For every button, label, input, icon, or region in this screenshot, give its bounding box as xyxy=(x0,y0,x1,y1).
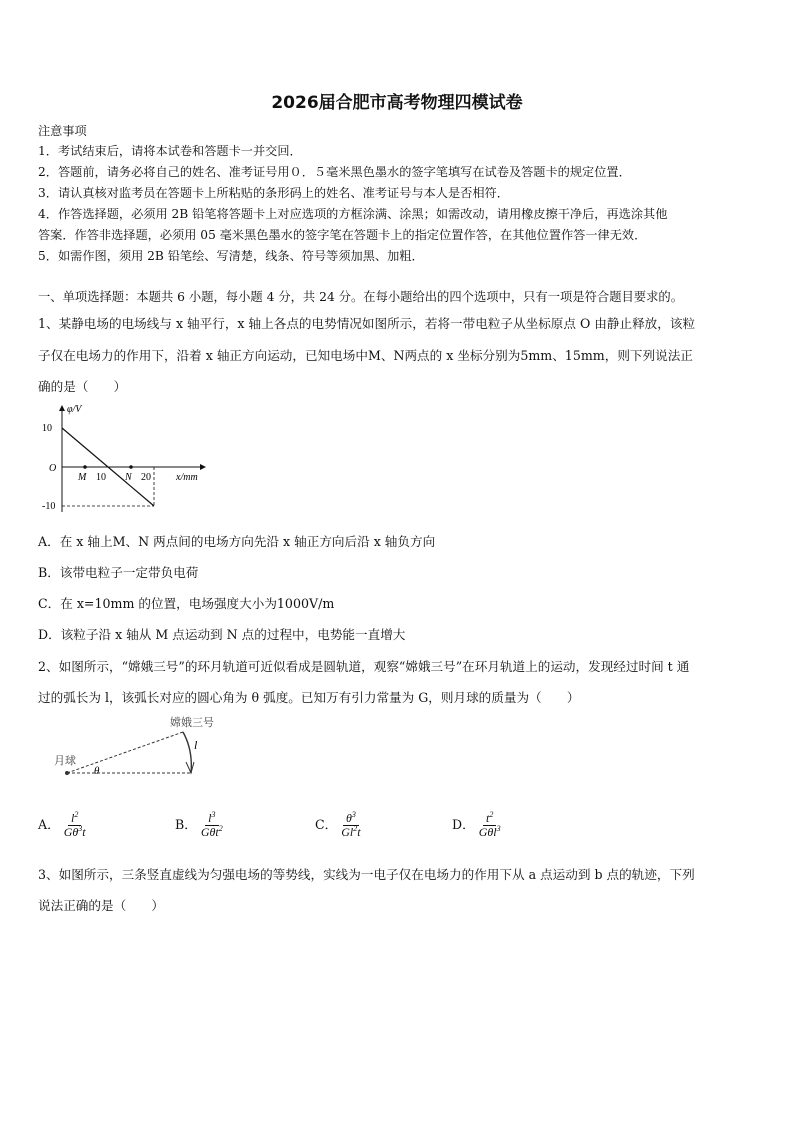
section-heading: 一、单项选择题：本题共 6 小题，每小题 4 分，共 24 分。在每小题给出的四个选项中，只有一项是符合题目要求的。 xyxy=(38,290,683,304)
q1-stem-line3: 确的是（ ） xyxy=(38,379,127,394)
probe-label: 嫦娥三号 xyxy=(170,716,214,729)
q2-stem-line1: 2、如图所示，“嫦娥三号”的环月轨道可近似看成是圆轨道，观察“嫦娥三号”在环月轨道上的运动，发现经过时间 t 通 xyxy=(38,659,690,674)
q1-stem-line2: 子仅在电场力的作用下，沿着 x 轴正方向运动，已知电场中M、N两点的 x 坐标分别为5mm、15mm，则下列说法正 xyxy=(38,348,693,363)
y-tick-minus-10: -10 xyxy=(42,501,56,512)
orbit-arc xyxy=(183,732,191,773)
notice-item-1: 1．考试结束后，请将本试卷和答题卡一并交回． xyxy=(38,144,302,158)
notice-item-5: 5．如需作图，须用 2B 铅笔绘、写清楚，线条、符号等须加黑、加粗． xyxy=(38,249,424,263)
q2-option-b: B． $\frac{l^3}{G\theta t^2}$ xyxy=(175,810,223,839)
arc-length-label: l xyxy=(194,738,198,752)
x-tick-10: 10 xyxy=(96,472,106,483)
angle-label: θ xyxy=(94,765,100,777)
q3-stem-line1: 3、如图所示，三条竖直虚线为匀强电场的等势线，实线为一电子仅在电场力的作用下从 a 点运动到 b 点的轨迹，下列 xyxy=(38,867,695,882)
moon-label: 月球 xyxy=(54,754,76,767)
y-tick-10: 10 xyxy=(42,423,52,434)
moon-dot xyxy=(65,771,69,775)
q2-stem-line2: 过的弧长为 l，该弧长对应的圆心角为 θ 弧度。已知万有引力常量为 G，则月球的质量为（ ） xyxy=(38,690,580,705)
q2-option-c: C． $\frac{\theta^3}{Gl^2t}$ xyxy=(315,810,361,839)
point-m-dot xyxy=(83,465,87,469)
notice-item-4: 4．作答选择题，必须用 2B 铅笔将答题卡上对应选项的方框涂满、涂黑；如需改动，请用橡皮擦干净后，再选涂其他 xyxy=(38,207,668,221)
q1-option-a: A．在 x 轴上M、N 两点间的电场方向先沿 x 轴正方向后沿 x 轴负方向 xyxy=(38,534,436,549)
radius-top xyxy=(67,732,183,773)
notice-item-2: 2．答题前，请务必将自己的姓名、准考证号用０．５毫米黑色墨水的签字笔填写在试卷及答题卡的规定位置． xyxy=(38,165,631,179)
notice-item-3: 3．请认真核对监考员在答题卡上所粘贴的条形码上的姓名、准考证号与本人是否相符． xyxy=(38,186,509,200)
point-n-label: N xyxy=(125,472,132,483)
arc-arrow xyxy=(186,762,194,773)
point-n-dot xyxy=(129,465,133,469)
q1-stem-line1: 1、某静电场的电场线与 x 轴平行，x 轴上各点的电势情况如图所示，若将一带电粒子从坐标原点 O 由静止释放，该粒 xyxy=(38,316,696,331)
x-axis-label: x/mm xyxy=(176,472,198,483)
q2-orbit-figure xyxy=(50,712,230,777)
notice-item-4-cont: 答案．作答非选择题，必须用 05 毫米黑色墨水的签字笔在答题卡上的指定位置作答，在其他位置作答一律无效． xyxy=(38,228,647,242)
y-axis-label: φ/V xyxy=(67,404,82,415)
q1-potential-graph xyxy=(40,400,230,520)
q2-option-d-formula: $\frac{t^2}{G\theta l^3}$ xyxy=(478,810,501,839)
q1-option-b: B．该带电粒子一定带负电荷 xyxy=(38,565,199,580)
q2-option-a-formula: $\frac{l^2}{G\theta^3t}$ xyxy=(63,810,86,839)
x-tick-20: 20 xyxy=(141,472,151,483)
q2-option-a: A． $\frac{l^2}{G\theta^3t}$ xyxy=(38,810,86,839)
q3-stem-line2: 说法正确的是（ ） xyxy=(38,898,164,913)
q1-option-c: C．在 x=10mm 的位置，电场强度大小为1000V/m xyxy=(38,596,335,611)
q2-option-b-formula: $\frac{l^3}{G\theta t^2}$ xyxy=(200,810,223,839)
q2-option-c-formula: $\frac{\theta^3}{Gl^2t}$ xyxy=(341,810,361,839)
point-m-label: M xyxy=(78,472,87,483)
origin-label: O xyxy=(49,463,57,474)
notice-heading: 注意事项 xyxy=(38,124,87,138)
q2-option-d: D． $\frac{t^2}{G\theta l^3}$ xyxy=(452,810,501,839)
page-title: 2026届合肥市高考物理四模试卷 xyxy=(271,93,523,113)
q1-option-d: D．该粒子沿 x 轴从 M 点运动到 N 点的过程中，电势能一直增大 xyxy=(38,627,406,642)
